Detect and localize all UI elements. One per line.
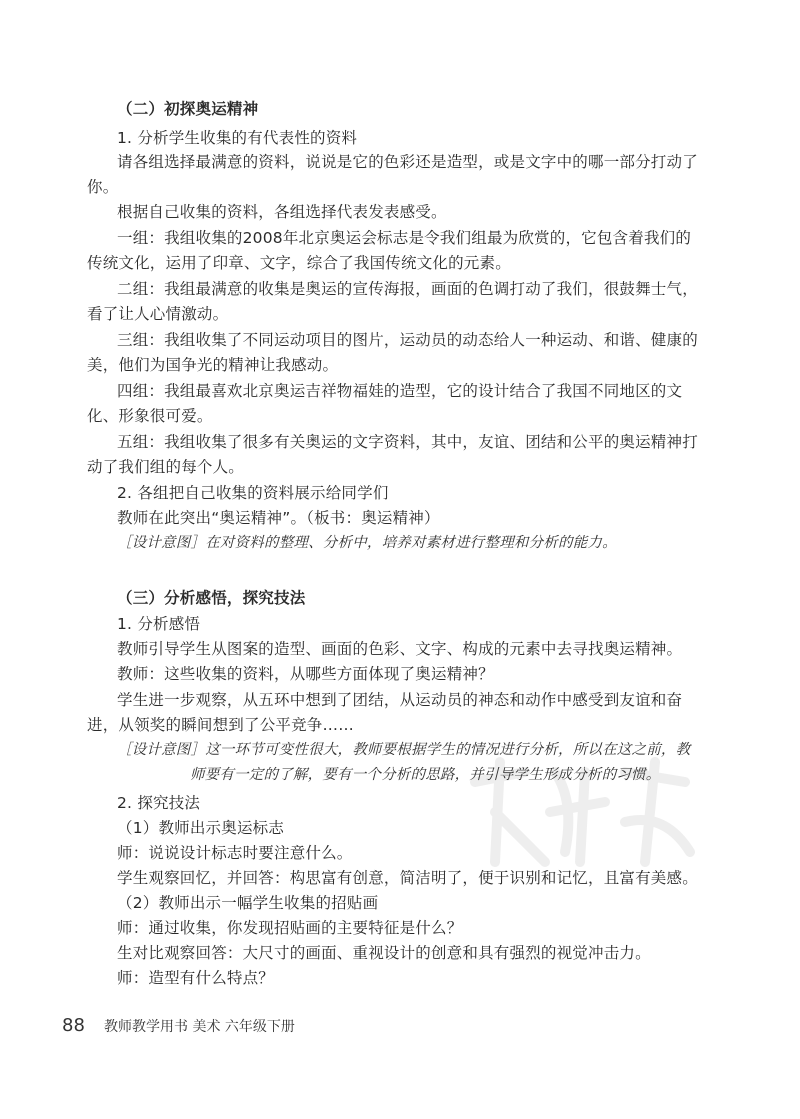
item-title: 1. 分析感悟 [117, 615, 201, 633]
section-heading: （三）分析感悟，探究技法 [117, 589, 306, 607]
paragraph-line: 进，从领奖的瞬间想到了公平竞争…… [87, 716, 354, 734]
group-response-line: 动了我们组的每个人。 [87, 458, 245, 476]
design-intent-note: ［设计意图］在对资料的整理、分析中，培养对素材进行整理和分析的能力。 [117, 535, 617, 551]
paragraph-line: 根据自己收集的资料，各组选择代表发表感受。 [117, 203, 447, 221]
design-intent-note: 师要有一定的了解，要有一个分析的思路，并引导学生形成分析的习惯。 [190, 767, 661, 783]
design-intent-note: ［设计意图］这一环节可变性很大，教师要根据学生的情况进行分析，所以在这之前，教 [117, 742, 691, 758]
paragraph-line: 你。 [87, 178, 119, 196]
item-title: 2. 各组把自己收集的资料展示给同学们 [117, 484, 389, 502]
group-response-line: 一组：我组收集的2008年北京奥运会标志是令我们组最为欣赏的，它包含着我们的 [117, 229, 692, 247]
page-number: 88 [62, 1015, 85, 1036]
paragraph-line: 教师在此突出“奥运精神”。（板书：奥运精神） [117, 509, 440, 527]
group-response-line: 美，他们为国争光的精神让我感动。 [87, 356, 339, 374]
group-response-line: 二组：我组最满意的收集是奥运的宣传海报，画面的色调打动了我们，很鼓舞士气， [117, 280, 698, 298]
paragraph-line: 请各组选择最满意的资料，说说是它的色彩还是造型，或是文字中的哪一部分打动了 [117, 153, 698, 171]
item-title: 1. 分析学生收集的有代表性的资料 [117, 129, 358, 147]
item-title: 2. 探究技法 [117, 794, 201, 812]
paragraph-line: 师：说说设计标志时要注意什么。 [117, 844, 353, 862]
group-response-line: 化、形象很可爱。 [87, 407, 213, 425]
section-heading: （二）初探奥运精神 [117, 100, 259, 118]
paragraph-line: 生对比观察回答：大尺寸的画面、重视设计的创意和具有强烈的视觉冲击力。 [117, 944, 651, 962]
paragraph-line: 教师引导学生从图案的造型、画面的色彩、文字、构成的元素中去寻找奥运精神。 [117, 640, 683, 658]
book-title: 教师教学用书 美术 六年级下册 [104, 1019, 295, 1035]
group-response-line: 传统文化，运用了印章、文字，综合了我国传统文化的元素。 [87, 254, 511, 272]
paragraph-line: 学生进一步观察，从五环中想到了团结，从运动员的神态和动作中感受到友谊和奋 [117, 691, 683, 709]
group-response-line: 四组：我组最喜欢北京奥运吉祥物福娃的造型，它的设计结合了我国不同地区的文 [117, 382, 683, 400]
paragraph-line: 师：造型有什么特点？ [117, 969, 275, 987]
subitem-title: （2）教师出示一幅学生收集的招贴画 [117, 894, 379, 912]
paragraph-line: 教师：这些收集的资料，从哪些方面体现了奥运精神？ [117, 665, 494, 683]
group-response-line: 三组：我组收集了不同运动项目的图片，运动员的动态给人一种运动、和谐、健康的 [117, 331, 698, 349]
paragraph-line: 师：通过收集，你发现招贴画的主要特征是什么？ [117, 919, 463, 937]
subitem-title: （1）教师出示奥运标志 [117, 819, 285, 837]
group-response-line: 看了让人心情激动。 [87, 305, 229, 323]
group-response-line: 五组：我组收集了很多有关奥运的文字资料，其中，友谊、团结和公平的奥运精神打 [117, 433, 698, 451]
paragraph-line: 学生观察回忆，并回答：构思富有创意，简洁明了，便于识别和记忆，且富有美感。 [117, 869, 698, 887]
